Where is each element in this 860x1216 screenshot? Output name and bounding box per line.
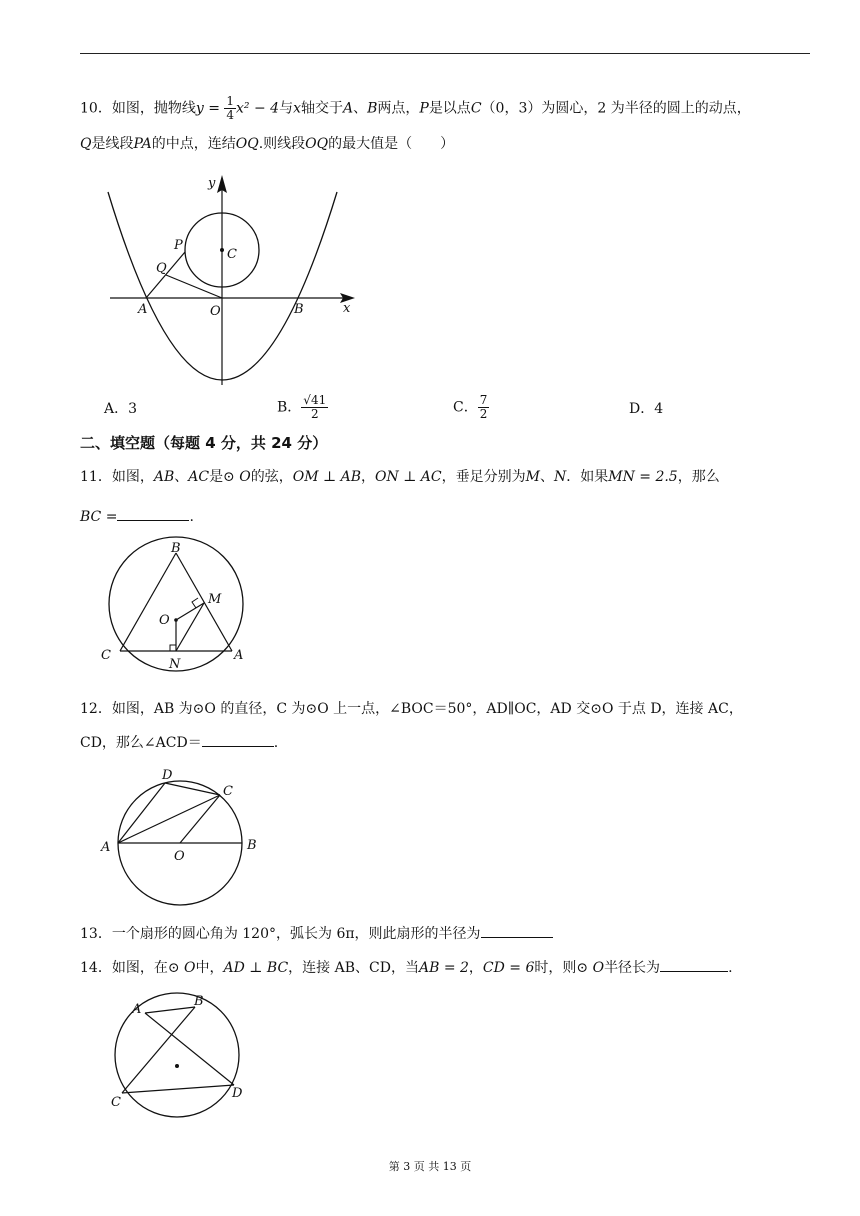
point-label-q: Q <box>156 261 167 276</box>
q12-line-1 <box>80 699 743 719</box>
math: A <box>342 100 354 117</box>
question-number: 10． <box>80 100 112 117</box>
option-b <box>277 394 328 421</box>
option-d <box>629 398 663 418</box>
point-label-d: D <box>232 1086 243 1101</box>
option-label: D．4 <box>629 401 664 417</box>
math: x² − 4 <box>236 100 280 117</box>
text: 是线段 <box>91 136 134 152</box>
question-number: 13． <box>80 926 112 942</box>
text: 、 <box>353 100 368 117</box>
option-label: A．3 <box>104 401 138 417</box>
text: 如图，在⊙ <box>111 960 185 976</box>
answer-blank[interactable] <box>202 732 274 747</box>
point-label-m: M <box>208 592 222 607</box>
point-label-p: P <box>174 238 183 253</box>
math: O <box>239 469 251 485</box>
math: y = <box>195 100 225 117</box>
point-label-o: O <box>210 304 221 319</box>
math: N <box>553 469 567 485</box>
q11-figure <box>95 536 255 676</box>
question-number: 11． <box>80 469 112 485</box>
text: 是以点 <box>428 100 471 117</box>
text: 半径长为 <box>604 960 661 976</box>
math: AC <box>188 469 210 485</box>
math: ON ⊥ AC <box>375 469 442 485</box>
text: ， <box>468 960 483 976</box>
option-label: C． <box>453 399 478 416</box>
text: （0，3） <box>481 100 542 117</box>
point-label-o: O <box>174 849 185 864</box>
text: ，垂足分别为 <box>441 469 526 485</box>
point-label-o: O <box>159 613 170 628</box>
point-label-b: B <box>294 302 304 317</box>
text: 的中点，连结 <box>151 136 236 152</box>
text: .则线段 <box>258 136 306 152</box>
q10-line-1 <box>80 95 751 122</box>
q11-line-2 <box>80 506 194 527</box>
math: O <box>592 960 605 976</box>
point-label-b: B <box>171 541 181 556</box>
q10-line-2 <box>80 134 454 154</box>
math: C <box>470 100 482 117</box>
section-heading: 二、填空题（每题 4 分，共 24 分） <box>80 434 328 452</box>
q10-figure <box>100 170 370 390</box>
text: ，那么 <box>677 469 720 485</box>
header-rule <box>80 53 810 54</box>
math: AB = 2 <box>418 960 469 976</box>
question-number: 12． <box>80 701 112 717</box>
text: 、 <box>174 469 189 485</box>
fraction <box>301 394 328 421</box>
math: x <box>293 100 301 117</box>
math: PA <box>133 136 152 152</box>
fraction-numerator: 1 <box>226 94 235 108</box>
math: BC = <box>80 509 118 525</box>
math: OM ⊥ AB <box>292 469 362 485</box>
point-label-a: A <box>138 302 148 317</box>
q11-line-1 <box>80 467 720 487</box>
text: 中， <box>195 960 224 976</box>
text: . <box>273 735 279 751</box>
q12-figure <box>95 762 265 912</box>
q13-line-1 <box>80 923 553 944</box>
q12-line-2 <box>80 732 278 753</box>
text: 为圆心，2 为半径的圆上的动点， <box>541 100 751 117</box>
point-label-a: A <box>101 840 111 855</box>
option-label: B． <box>277 399 302 416</box>
point-label-b: B <box>247 838 257 853</box>
math: AB <box>153 469 175 485</box>
math: OQ <box>305 136 329 152</box>
math: M <box>525 469 540 485</box>
answer-blank[interactable] <box>481 923 553 938</box>
text: 轴交于 <box>300 100 343 117</box>
point-label-c: C <box>227 247 237 262</box>
fraction-denominator: 2 <box>310 407 319 421</box>
text: 如图， <box>111 469 154 485</box>
point-label-n: N <box>169 657 181 672</box>
fraction-denominator: 2 <box>479 407 488 421</box>
text: 两点， <box>377 100 420 117</box>
point-label-c: C <box>223 784 233 799</box>
text: . <box>189 509 194 525</box>
text: CD，那么∠ACD＝ <box>80 735 202 751</box>
math: O <box>184 960 196 976</box>
math: AD ⊥ BC <box>223 960 289 976</box>
point-label-a: A <box>132 1002 142 1017</box>
q14-line-1 <box>80 957 733 978</box>
text: 、 <box>539 469 554 485</box>
axis-label-x: x <box>343 301 351 316</box>
math: MN = 2.5 <box>608 469 678 485</box>
text: 的弦， <box>250 469 293 485</box>
math: CD = 6 <box>482 960 535 976</box>
point-label-a: A <box>234 648 244 663</box>
math: B <box>367 100 378 117</box>
fraction-numerator: √41 <box>303 393 327 407</box>
fraction <box>224 95 236 122</box>
point-label-c: C <box>111 1095 121 1110</box>
fraction <box>478 394 490 421</box>
q14-figure <box>105 990 255 1115</box>
option-c <box>453 394 489 421</box>
text: 一个扇形的圆心角为 120°，弧长为 6π，则此扇形的半径为 <box>111 926 481 942</box>
point-label-b: B <box>194 994 204 1009</box>
text: 如图，抛物线 <box>111 100 196 117</box>
point-label-d: D <box>162 768 173 783</box>
math: P <box>419 100 429 117</box>
text: ， <box>361 469 376 485</box>
text: 的最大值是（ ） <box>328 136 455 152</box>
text: 如图，AB 为⊙O 的直径，C 为⊙O 上一点，∠BOC＝50°，AD∥OC，AD 交⊙O 于点 D，连接 AC， <box>111 701 743 717</box>
text: ．如果 <box>566 469 609 485</box>
point-label-c: C <box>101 648 111 663</box>
axis-label-y: y <box>208 176 216 191</box>
question-number: 14． <box>80 960 112 976</box>
option-a <box>104 398 137 418</box>
answer-blank[interactable] <box>117 506 189 521</box>
text: 时，则⊙ <box>534 960 593 976</box>
fraction-numerator: 7 <box>479 393 488 407</box>
answer-blank[interactable] <box>660 957 728 972</box>
fraction-denominator: 4 <box>226 108 235 122</box>
text: 与 <box>279 100 294 117</box>
text: 是⊙ <box>209 469 240 485</box>
page-footer: 第 3 页 共 13 页 <box>388 1160 472 1173</box>
math: Q <box>80 136 92 152</box>
math: OQ <box>235 136 259 152</box>
text: ，连接 AB、CD，当 <box>288 960 419 976</box>
text: . <box>728 960 733 976</box>
